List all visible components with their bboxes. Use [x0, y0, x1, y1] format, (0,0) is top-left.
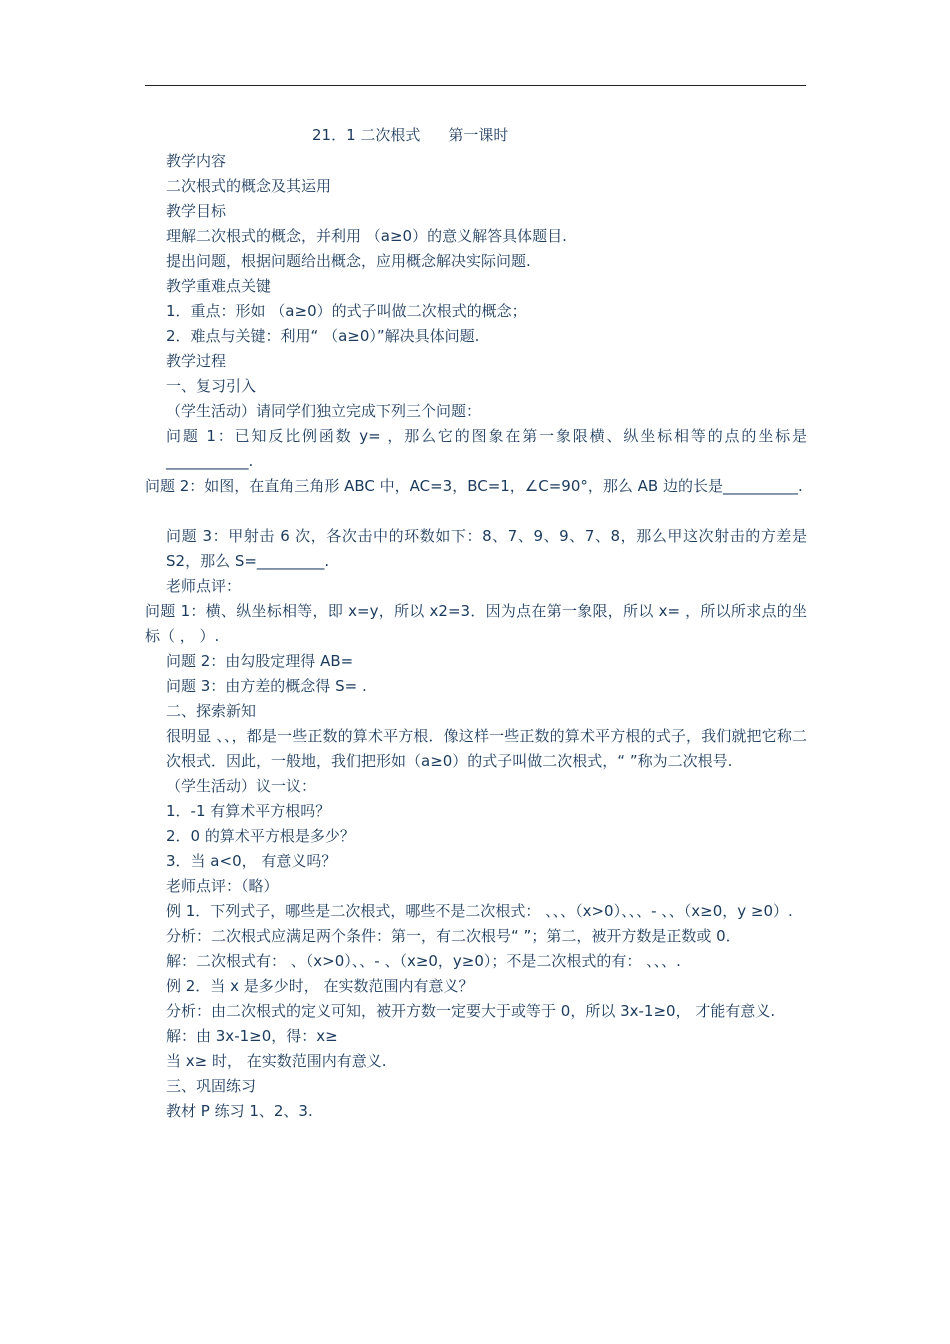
question-1: 问题 1：已知反比例函数 y= ，那么它的图象在第一象限横、纵坐标相等的点的坐标是___________. [166, 427, 807, 470]
list-item: 2．0 的算术平方根是多少？ [166, 827, 355, 845]
paragraph: （学生活动）议一议： [166, 777, 317, 795]
title-text: 21．1 二次根式 [312, 126, 421, 144]
paragraph: 理解二次根式的概念，并利用 （a≥0）的意义解答具体题目. [166, 227, 567, 245]
answer-2: 问题 2：由勾股定理得 AB= [166, 652, 354, 670]
heading-goals: 教学目标 [166, 202, 227, 220]
paragraph: 分析：二次根式应满足两个条件：第一，有二次根号“ ”；第二，被开方数是正数或 0． [166, 927, 741, 945]
list-item: 1．-1 有算术平方根吗？ [166, 802, 331, 820]
question-2: 问题 2：如图，在直角三角形 ABC 中，AC=3，BC=1，∠C=90°，那么 AB 边的长是__________. [145, 477, 803, 495]
paragraph: 教材 P 练习 1、2、3. [166, 1102, 313, 1120]
paragraph: 当 x≥ 时， 在实数范围内有意义. [166, 1052, 387, 1070]
paragraph: （学生活动）请同学们独立完成下列三个问题： [166, 402, 482, 420]
paragraph: 二次根式的概念及其运用 [166, 177, 332, 195]
period-text: 第一课时 [448, 126, 509, 144]
document-body [145, 123, 807, 1124]
paragraph: 老师点评：（略） [166, 877, 279, 895]
example-1: 例 1．下列式子，哪些是二次根式，哪些不是二次根式： 、、、（x>0）、、、- 、、（x≥0，y ≥0）. [166, 902, 793, 920]
paragraph: 1．重点：形如 （a≥0）的式子叫做二次根式的概念； [166, 302, 527, 320]
section-heading: 二、探索新知 [166, 702, 257, 720]
paragraph: 老师点评： [166, 577, 242, 595]
paragraph: 分析：由二次根式的定义可知，被开方数一定要大于或等于 0，所以 3x-1≥0， 才能有意义. [166, 1002, 776, 1020]
paragraph: 解：二次根式有： 、（x>0）、、- 、（x≥0，y≥0）；不是二次根式的有： 、、、. [166, 952, 681, 970]
paragraph: 解：由 3x-1≥0，得：x≥ [166, 1027, 338, 1045]
heading-process: 教学过程 [166, 352, 227, 370]
heading-content: 教学内容 [166, 152, 227, 170]
header-rule [145, 85, 806, 86]
list-item: 3．当 a<0， 有意义吗？ [166, 852, 337, 870]
example-2: 例 2．当 x 是多少时， 在实数范围内有意义？ [166, 977, 474, 995]
section-heading: 三、巩固练习 [166, 1077, 257, 1095]
section-heading: 一、复习引入 [166, 377, 257, 395]
paragraph: 很明显 、、，都是一些正数的算术平方根．像这样一些正数的算术平方根的式子，我们就把它称二次根式．因此，一般地，我们把形如（a≥0）的式子叫做二次根式，“ ”称为二次根号. [166, 727, 807, 770]
heading-key-points: 教学重难点关键 [166, 277, 272, 295]
answer-1: 问题 1：横、纵坐标相等，即 x=y，所以 x2=3．因为点在第一象限，所以 x= ，所以所求点的坐标（ ， ）. [145, 602, 807, 645]
paragraph: 提出问题，根据问题给出概念，应用概念解决实际问题. [166, 252, 531, 270]
question-3: 问题 3：甲射击 6 次，各次击中的环数如下：8、7、9、9、7、8，那么甲这次射击的方差是 S2，那么 S=_________. [166, 527, 807, 570]
answer-3: 问题 3：由方差的概念得 S= . [166, 677, 367, 695]
lesson-title [145, 123, 807, 148]
paragraph: 2．难点与关键：利用“ （a≥0）”解决具体问题. [166, 327, 480, 345]
